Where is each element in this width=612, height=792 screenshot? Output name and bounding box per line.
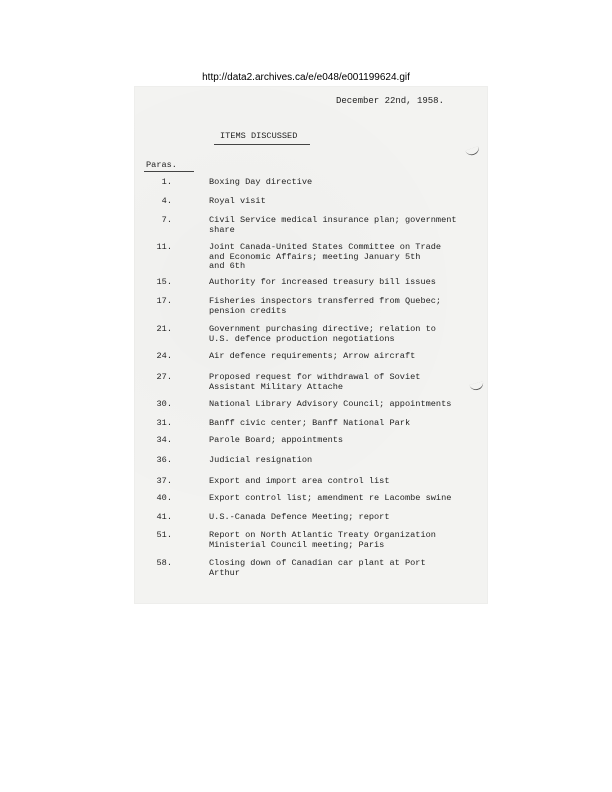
item-description: Parole Board; appointments xyxy=(209,435,344,445)
item-para-number: 24. xyxy=(156,351,172,361)
item-description: National Library Advisory Council; appointments xyxy=(209,399,452,409)
item-para-number: 58. xyxy=(156,558,172,568)
item-description: Report on North Atlantic Treaty Organization Ministerial Council meeting; Paris xyxy=(209,530,436,550)
item-description: Joint Canada-United States Committee on Trade and Economic Affairs; meeting January 5th and 6th xyxy=(209,242,442,272)
item-para-number: 7. xyxy=(161,215,172,225)
item-para-number: 11. xyxy=(156,242,172,252)
item-description: Export and import area control list xyxy=(209,476,390,486)
item-para-number: 27. xyxy=(156,372,172,382)
document-date: December 22nd, 1958. xyxy=(335,96,444,106)
column-label-underline xyxy=(144,171,194,172)
item-para-number: 4. xyxy=(161,196,172,206)
item-para-number: 1. xyxy=(161,177,172,187)
margin-mark xyxy=(469,381,484,391)
item-description: Boxing Day directive xyxy=(209,177,313,187)
item-description: Civil Service medical insurance plan; government share xyxy=(209,215,457,235)
item-para-number: 15. xyxy=(156,277,172,287)
column-label: Paras. xyxy=(146,160,177,170)
heading-underline xyxy=(214,144,310,145)
item-description: Fisheries inspectors transferred from Quebec; pension credits xyxy=(209,296,442,316)
item-para-number: 51. xyxy=(156,530,172,540)
item-description: Export control list; amendment re Lacombe swine xyxy=(209,493,452,503)
item-para-number: 31. xyxy=(156,418,172,428)
item-para-number: 36. xyxy=(156,455,172,465)
item-description: Banff civic center; Banff National Park xyxy=(209,418,411,428)
item-description: Government purchasing directive; relation to U.S. defence production negotiations xyxy=(209,324,436,344)
scanned-document xyxy=(134,86,488,604)
item-description: Royal visit xyxy=(209,196,266,206)
item-description: Air defence requirements; Arrow aircraft xyxy=(209,351,416,361)
item-para-number: 37. xyxy=(156,476,172,486)
item-description: Closing down of Canadian car plant at Port Arthur xyxy=(209,558,426,578)
item-para-number: 41. xyxy=(156,512,172,522)
item-para-number: 21. xyxy=(156,324,172,334)
item-description: Authority for increased treasury bill issues xyxy=(209,277,436,287)
source-url: http://data2.archives.ca/e/e048/e001199624.gif xyxy=(202,72,410,83)
item-para-number: 34. xyxy=(156,435,172,445)
item-description: U.S.-Canada Defence Meeting; report xyxy=(209,512,390,522)
document-heading: ITEMS DISCUSSED xyxy=(220,131,298,141)
item-para-number: 30. xyxy=(156,399,172,409)
item-description: Judicial resignation xyxy=(209,455,313,465)
item-description: Proposed request for withdrawal of Soviet Assistant Military Attache xyxy=(209,372,421,392)
item-para-number: 40. xyxy=(156,493,172,503)
item-para-number: 17. xyxy=(156,296,172,306)
margin-mark xyxy=(465,146,481,157)
